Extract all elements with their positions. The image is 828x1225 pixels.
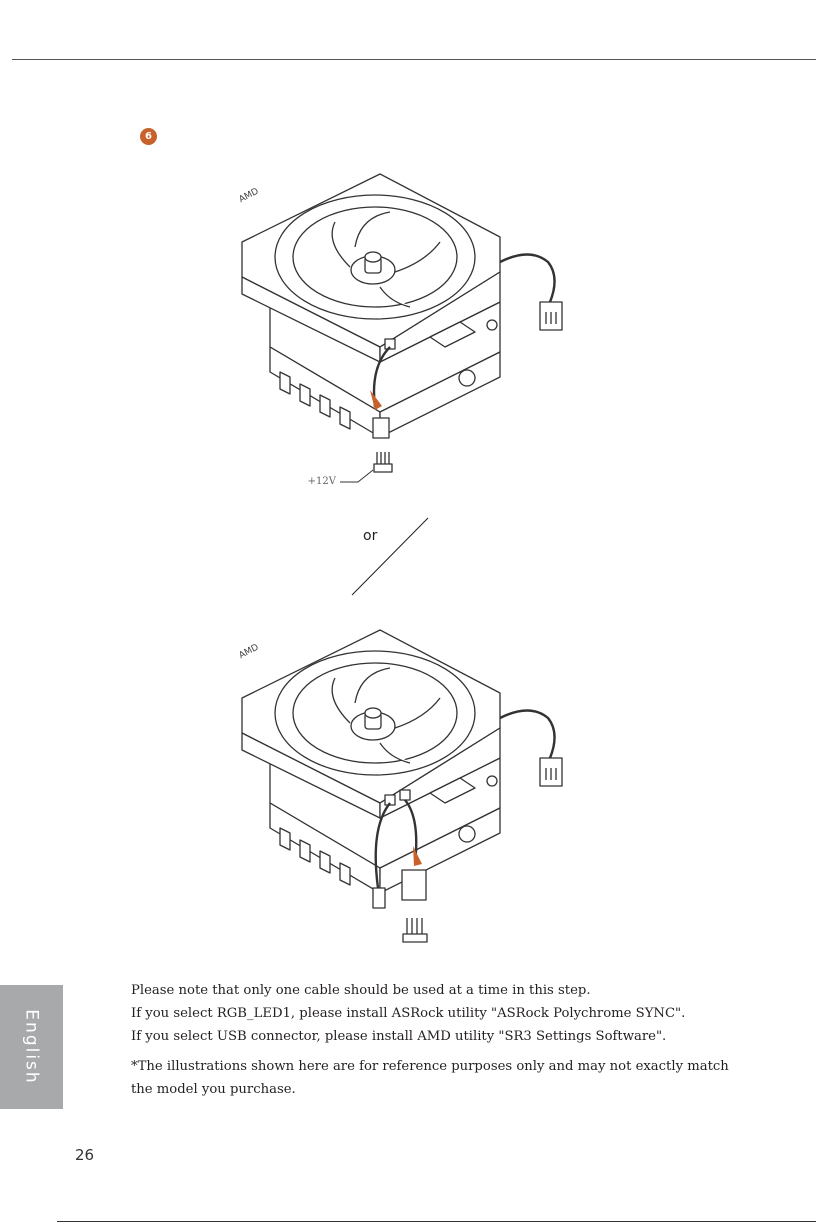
cooler-illustration-usb: [230, 618, 590, 950]
voltage-label: +12V: [307, 476, 336, 487]
page-number: 26: [75, 1146, 95, 1164]
disclaimer-note: *The illustrations shown here are for reference purposes only and may not exactly match the model you purchase.: [131, 1059, 729, 1097]
header-rule: [12, 59, 816, 60]
svg-text:AMD: AMD: [237, 186, 261, 206]
figure-separator-line: [340, 515, 440, 600]
or-label: or: [363, 528, 378, 544]
instruction-line-2: If you select RGB_LED1, please install ASRock utility "ASRock Polychrome SYNC".: [131, 1006, 686, 1021]
language-tab: [0, 985, 63, 1109]
footer-rule: [57, 1221, 816, 1222]
instruction-text: [131, 979, 731, 1101]
step-number-badge: 6: [140, 128, 157, 145]
instruction-line-1: Please note that only one cable should be used at a time in this step.: [131, 983, 591, 998]
language-label: English: [21, 1009, 42, 1085]
svg-text:AMD: AMD: [237, 642, 261, 662]
cooler-illustration-rgb: [230, 162, 590, 502]
instruction-line-3: If you select USB connector, please install AMD utility "SR3 Settings Software".: [131, 1029, 667, 1044]
